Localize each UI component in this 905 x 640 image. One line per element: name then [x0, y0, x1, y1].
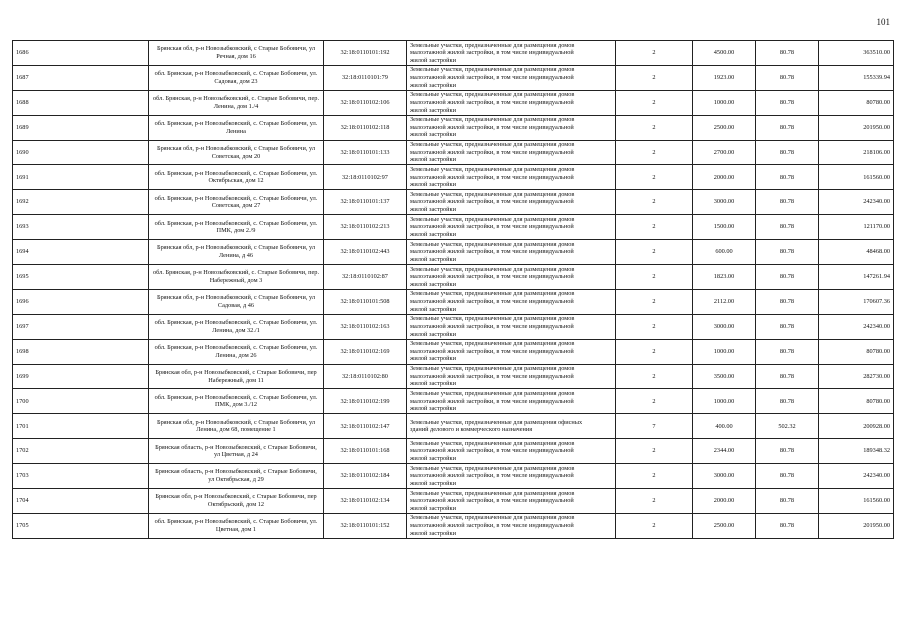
- row-number: 1687: [13, 65, 149, 90]
- specific-value-cell: 80.78: [756, 90, 819, 115]
- cadastral-number-cell: 32:18:0110102:163: [324, 314, 407, 339]
- use-group-cell: 2: [616, 41, 693, 66]
- address-cell: обл. Брянская, р-н Новозыбковский, с. Старые Бобовичи, ул. ПМК, дом 2./9: [149, 215, 324, 240]
- area-cell: 1823.00: [693, 265, 756, 290]
- cadastral-number-cell: 32:18:0110101:79: [324, 65, 407, 90]
- specific-value-cell: 80.78: [756, 41, 819, 66]
- use-group-cell: 7: [616, 414, 693, 439]
- row-number: 1695: [13, 265, 149, 290]
- row-number: 1704: [13, 489, 149, 514]
- row-number: 1692: [13, 190, 149, 215]
- cadastral-value-cell: 170607.36: [819, 289, 894, 314]
- table-row: [13, 364, 894, 389]
- address-cell: обл. Брянская, р-н Новозыбковский, с. Старые Бобовичи, ул. Октябрьская, дом 12: [149, 165, 324, 190]
- address-cell: Брянская обл, р-н Новозыбковский, с Старые Бобовичи, пер Октябрьский, дом 12: [149, 489, 324, 514]
- table-row: [13, 389, 894, 414]
- specific-value-cell: 502.32: [756, 414, 819, 439]
- row-number: 1697: [13, 314, 149, 339]
- row-number: 1703: [13, 464, 149, 489]
- table-row: [13, 41, 894, 66]
- use-group-cell: 2: [616, 115, 693, 140]
- cadastral-number-cell: 32:18:0110102:147: [324, 414, 407, 439]
- specific-value-cell: 80.78: [756, 240, 819, 265]
- land-plots-table: [12, 40, 894, 539]
- specific-value-cell: 80.78: [756, 140, 819, 165]
- cadastral-number-cell: 32:18:0110102:199: [324, 389, 407, 414]
- cadastral-value-cell: 242340.00: [819, 314, 894, 339]
- row-number: 1694: [13, 240, 149, 265]
- specific-value-cell: 80.78: [756, 115, 819, 140]
- specific-value-cell: 80.78: [756, 464, 819, 489]
- cadastral-value-cell: 189348.32: [819, 439, 894, 464]
- table-row: [13, 439, 894, 464]
- cadastral-value-cell: 80780.00: [819, 339, 894, 364]
- area-cell: 400.00: [693, 414, 756, 439]
- cadastral-value-cell: 218106.00: [819, 140, 894, 165]
- permitted-use-cell: Земельные участки, предназначенные для размещения домов малоэтажной жилой застройки, в том числе индивидуальной жилой застройки: [407, 215, 616, 240]
- use-group-cell: 2: [616, 65, 693, 90]
- area-cell: 3000.00: [693, 464, 756, 489]
- permitted-use-cell: Земельные участки, предназначенные для размещения домов малоэтажной жилой застройки, в том числе индивидуальной жилой застройки: [407, 289, 616, 314]
- permitted-use-cell: Земельные участки, предназначенные для размещения домов малоэтажной жилой застройки, в том числе индивидуальной жилой застройки: [407, 339, 616, 364]
- use-group-cell: 2: [616, 190, 693, 215]
- specific-value-cell: 80.78: [756, 215, 819, 240]
- cadastral-number-cell: 32:18:0110101:133: [324, 140, 407, 165]
- area-cell: 1000.00: [693, 389, 756, 414]
- address-cell: обл. Брянская, р-н Новозыбковский, с. Старые Бобовичи, ул. Цветная, дом 1: [149, 513, 324, 538]
- table-row: [13, 289, 894, 314]
- cadastral-value-cell: 161560.00: [819, 489, 894, 514]
- permitted-use-cell: Земельные участки, предназначенные для размещения домов малоэтажной жилой застройки, в том числе индивидуальной жилой застройки: [407, 90, 616, 115]
- area-cell: 2000.00: [693, 165, 756, 190]
- permitted-use-cell: Земельные участки, предназначенные для размещения домов малоэтажной жилой застройки, в том числе индивидуальной жилой застройки: [407, 464, 616, 489]
- area-cell: 1923.00: [693, 65, 756, 90]
- cadastral-number-cell: 32:18:0110102:169: [324, 339, 407, 364]
- table-row: [13, 314, 894, 339]
- cadastral-number-cell: 32:18:0110101:168: [324, 439, 407, 464]
- specific-value-cell: 80.78: [756, 265, 819, 290]
- specific-value-cell: 80.78: [756, 165, 819, 190]
- table-row: [13, 215, 894, 240]
- cadastral-number-cell: 32:18:0110101:192: [324, 41, 407, 66]
- permitted-use-cell: Земельные участки, предназначенные для размещения домов малоэтажной жилой застройки, в том числе индивидуальной жилой застройки: [407, 513, 616, 538]
- area-cell: 2500.00: [693, 115, 756, 140]
- address-cell: обл. Брянская, р-н Новозыбковский, с. Старые Бобовичи, ул. Садовая, дом 23: [149, 65, 324, 90]
- table-body: [13, 41, 894, 539]
- permitted-use-cell: Земельные участки, предназначенные для размещения домов малоэтажной жилой застройки, в том числе индивидуальной жилой застройки: [407, 314, 616, 339]
- area-cell: 1500.00: [693, 215, 756, 240]
- specific-value-cell: 80.78: [756, 389, 819, 414]
- cadastral-value-cell: 147261.94: [819, 265, 894, 290]
- cadastral-value-cell: 155339.94: [819, 65, 894, 90]
- cadastral-number-cell: 32:18:0110102:213: [324, 215, 407, 240]
- cadastral-number-cell: 32:18:0110102:118: [324, 115, 407, 140]
- permitted-use-cell: Земельные участки, предназначенные для размещения домов малоэтажной жилой застройки, в том числе индивидуальной жилой застройки: [407, 41, 616, 66]
- table-row: [13, 90, 894, 115]
- use-group-cell: 2: [616, 513, 693, 538]
- cadastral-number-cell: 32:18:0110102:184: [324, 464, 407, 489]
- use-group-cell: 2: [616, 339, 693, 364]
- specific-value-cell: 80.78: [756, 314, 819, 339]
- specific-value-cell: 80.78: [756, 289, 819, 314]
- cadastral-number-cell: 32:18:0110101:508: [324, 289, 407, 314]
- address-cell: Брянская область, р-н Новозыбковский, с Старые Бобовичи, ул Октябрьская, д 29: [149, 464, 324, 489]
- permitted-use-cell: Земельные участки, предназначенные для размещения домов малоэтажной жилой застройки, в том числе индивидуальной жилой застройки: [407, 65, 616, 90]
- use-group-cell: 2: [616, 140, 693, 165]
- cadastral-number-cell: 32:18:0110102:97: [324, 165, 407, 190]
- table-row: [13, 115, 894, 140]
- use-group-cell: 2: [616, 489, 693, 514]
- cadastral-value-cell: 363510.00: [819, 41, 894, 66]
- permitted-use-cell: Земельные участки, предназначенные для размещения домов малоэтажной жилой застройки, в том числе индивидуальной жилой застройки: [407, 439, 616, 464]
- permitted-use-cell: Земельные участки, предназначенные для размещения домов малоэтажной жилой застройки, в том числе индивидуальной жилой застройки: [407, 115, 616, 140]
- use-group-cell: 2: [616, 90, 693, 115]
- permitted-use-cell: Земельные участки, предназначенные для размещения домов малоэтажной жилой застройки, в том числе индивидуальной жилой застройки: [407, 364, 616, 389]
- row-number: 1700: [13, 389, 149, 414]
- permitted-use-cell: Земельные участки, предназначенные для размещения домов малоэтажной жилой застройки, в том числе индивидуальной жилой застройки: [407, 165, 616, 190]
- cadastral-value-cell: 80780.00: [819, 389, 894, 414]
- area-cell: 3500.00: [693, 364, 756, 389]
- table-row: [13, 240, 894, 265]
- specific-value-cell: 80.78: [756, 190, 819, 215]
- cadastral-value-cell: 201950.00: [819, 513, 894, 538]
- permitted-use-cell: Земельные участки, предназначенные для размещения домов малоэтажной жилой застройки, в том числе индивидуальной жилой застройки: [407, 140, 616, 165]
- use-group-cell: 2: [616, 240, 693, 265]
- address-cell: обл. Брянская, р-н Новозыбковский, с. Старые Бобовичи, ул. Ленина, дом 32./1: [149, 314, 324, 339]
- use-group-cell: 2: [616, 215, 693, 240]
- table-row: [13, 513, 894, 538]
- use-group-cell: 2: [616, 364, 693, 389]
- row-number: 1690: [13, 140, 149, 165]
- row-number: 1693: [13, 215, 149, 240]
- use-group-cell: 2: [616, 439, 693, 464]
- area-cell: 2000.00: [693, 489, 756, 514]
- cadastral-value-cell: 121170.00: [819, 215, 894, 240]
- cadastral-number-cell: 32:18:0110102:443: [324, 240, 407, 265]
- cadastral-value-cell: 161560.00: [819, 165, 894, 190]
- address-cell: обл. Брянская, р-н Новозыбковский, с. Старые Бобовичи, пер. Ленина, дом 1./4: [149, 90, 324, 115]
- use-group-cell: 2: [616, 464, 693, 489]
- cadastral-number-cell: 32:18:0110102:87: [324, 265, 407, 290]
- specific-value-cell: 80.78: [756, 65, 819, 90]
- cadastral-value-cell: 48468.00: [819, 240, 894, 265]
- area-cell: 600.00: [693, 240, 756, 265]
- address-cell: Брянская обл, р-н Новозыбковский, с Старые Бобовичи, ул Советская, дом 20: [149, 140, 324, 165]
- row-number: 1688: [13, 90, 149, 115]
- permitted-use-cell: Земельные участки, предназначенные для размещения домов малоэтажной жилой застройки, в том числе индивидуальной жилой застройки: [407, 489, 616, 514]
- cadastral-value-cell: 200928.00: [819, 414, 894, 439]
- cadastral-value-cell: 80780.00: [819, 90, 894, 115]
- address-cell: Брянская обл, р-н Новозыбковский, с Старые Бобовичи, ул Речная, дом 16: [149, 41, 324, 66]
- row-number: 1696: [13, 289, 149, 314]
- table-row: [13, 339, 894, 364]
- table-row: [13, 265, 894, 290]
- address-cell: Брянская обл, р-н Новозыбковский, с Старые Бобовичи, ул Ленина, д 46: [149, 240, 324, 265]
- permitted-use-cell: Земельные участки, предназначенные для размещения офисных зданий делового и коммерческого назначения: [407, 414, 616, 439]
- table-row: [13, 65, 894, 90]
- use-group-cell: 2: [616, 165, 693, 190]
- row-number: 1698: [13, 339, 149, 364]
- permitted-use-cell: Земельные участки, предназначенные для размещения домов малоэтажной жилой застройки, в том числе индивидуальной жилой застройки: [407, 190, 616, 215]
- table-row: [13, 414, 894, 439]
- table-row: [13, 165, 894, 190]
- specific-value-cell: 80.78: [756, 489, 819, 514]
- permitted-use-cell: Земельные участки, предназначенные для размещения домов малоэтажной жилой застройки, в том числе индивидуальной жилой застройки: [407, 240, 616, 265]
- cadastral-number-cell: 32:18:0110101:152: [324, 513, 407, 538]
- use-group-cell: 2: [616, 314, 693, 339]
- cadastral-value-cell: 282730.00: [819, 364, 894, 389]
- area-cell: 1000.00: [693, 339, 756, 364]
- permitted-use-cell: Земельные участки, предназначенные для размещения домов малоэтажной жилой застройки, в том числе индивидуальной жилой застройки: [407, 265, 616, 290]
- cadastral-number-cell: 32:18:0110101:137: [324, 190, 407, 215]
- row-number: 1702: [13, 439, 149, 464]
- table-row: [13, 464, 894, 489]
- area-cell: 4500.00: [693, 41, 756, 66]
- row-number: 1691: [13, 165, 149, 190]
- area-cell: 1000.00: [693, 90, 756, 115]
- cadastral-number-cell: 32:18:0110102:134: [324, 489, 407, 514]
- table-row: [13, 140, 894, 165]
- row-number: 1701: [13, 414, 149, 439]
- address-cell: Брянская обл, р-н Новозыбковский, с Старые Бобовичи, ул Садовая, д 46: [149, 289, 324, 314]
- specific-value-cell: 80.78: [756, 339, 819, 364]
- cadastral-value-cell: 201950.00: [819, 115, 894, 140]
- row-number: 1705: [13, 513, 149, 538]
- specific-value-cell: 80.78: [756, 513, 819, 538]
- address-cell: обл. Брянская, р-н Новозыбковский, с. Старые Бобовичи, ул. ПМК, дом 3./12: [149, 389, 324, 414]
- page-number: 101: [876, 17, 890, 27]
- address-cell: обл. Брянская, р-н Новозыбковский, с. Старые Бобовичи, ул. Советская, дом 27: [149, 190, 324, 215]
- cadastral-number-cell: 32:18:0110102:106: [324, 90, 407, 115]
- area-cell: 2700.00: [693, 140, 756, 165]
- cadastral-value-cell: 242340.00: [819, 464, 894, 489]
- address-cell: обл. Брянская, р-н Новозыбковский, с. Старые Бобовичи, ул. Ленина, дом 26: [149, 339, 324, 364]
- specific-value-cell: 80.78: [756, 439, 819, 464]
- address-cell: обл. Брянская, р-н Новозыбковский, с. Старые Бобовичи, ул. Ленина: [149, 115, 324, 140]
- address-cell: Брянская область, р-н Новозыбковский, с Старые Бобовичи, ул Цветная, д 24: [149, 439, 324, 464]
- area-cell: 2344.00: [693, 439, 756, 464]
- table-row: [13, 190, 894, 215]
- area-cell: 3000.00: [693, 314, 756, 339]
- area-cell: 2500.00: [693, 513, 756, 538]
- row-number: 1699: [13, 364, 149, 389]
- use-group-cell: 2: [616, 389, 693, 414]
- table-row: [13, 489, 894, 514]
- specific-value-cell: 80.78: [756, 364, 819, 389]
- cadastral-number-cell: 32:18:0110102:80: [324, 364, 407, 389]
- address-cell: Брянская обл, р-н Новозыбковский, с Старые Бобовичи, пер Набережный, дом 11: [149, 364, 324, 389]
- cadastral-value-cell: 242340.00: [819, 190, 894, 215]
- row-number: 1686: [13, 41, 149, 66]
- row-number: 1689: [13, 115, 149, 140]
- use-group-cell: 2: [616, 265, 693, 290]
- use-group-cell: 2: [616, 289, 693, 314]
- address-cell: Брянская обл, р-н Новозыбковский, с Старые Бобовичи, ул Ленина, дом 68, помещение 1: [149, 414, 324, 439]
- address-cell: обл. Брянская, р-н Новозыбковский, с. Старые Бобовичи, пер. Набережный, дом 3: [149, 265, 324, 290]
- area-cell: 3000.00: [693, 190, 756, 215]
- area-cell: 2112.00: [693, 289, 756, 314]
- permitted-use-cell: Земельные участки, предназначенные для размещения домов малоэтажной жилой застройки, в том числе индивидуальной жилой застройки: [407, 389, 616, 414]
